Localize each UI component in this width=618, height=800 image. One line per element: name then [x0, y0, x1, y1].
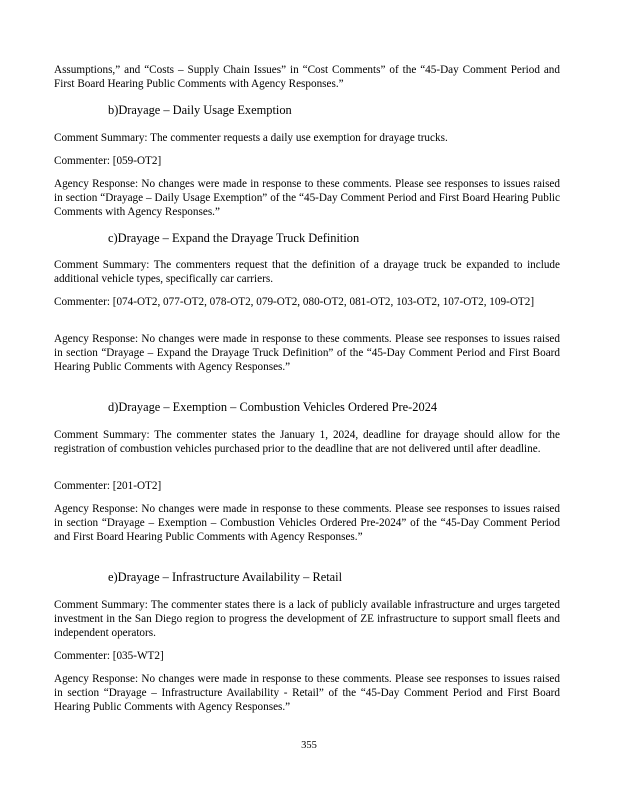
comment-summary-c: Comment Summary: The commenters request that the definition of a drayage truck be expanded to include additional vehicle types, specifically car carriers. [54, 259, 560, 286]
commenter-d: Commenter: [201-OT2] [54, 480, 162, 492]
agency-response-b: Agency Response: No changes were made in response to these comments. Please see responses to issues raised in section “Drayage – Daily Usage Exemption” of the “45-Day Comment Period and First Board Hearing Public Comments with Agency Responses.” [54, 178, 560, 219]
agency-response-d: Agency Response: No changes were made in response to these comments. Please see responses to issues raised in section “Drayage – Exemption – Combustion Vehicles Ordered Pre-2024” of the “45-Day Comment Period and First Board Hearing Public Comments with Agency Responses.” [54, 503, 560, 544]
agency-response-e: Agency Response: No changes were made in response to these comments. Please see responses to issues raised in section “Drayage – Infrastructure Availability - Retail” of the “45-Day Comment Period and First Board Hearing Public Comments with Agency Responses.” [54, 673, 560, 714]
page-number: 355 [301, 740, 317, 751]
comment-summary-b: Comment Summary: The commenter requests a daily use exemption for drayage trucks. [54, 132, 448, 144]
agency-response-c: Agency Response: No changes were made in response to these comments. Please see responses to issues raised in section “Drayage – Expand the Drayage Truck Definition” of the “45-Day Comment Period and First Board Hearing Public Comments with Agency Responses.” [54, 333, 560, 374]
commenter-b: Commenter: [059-OT2] [54, 155, 162, 167]
commenter-c: Commenter: [074-OT2, 077-OT2, 078-OT2, 079-OT2, 080-OT2, 081-OT2, 103-OT2, 107-OT2, 109-OT2] [54, 296, 535, 308]
commenter-e: Commenter: [035-WT2] [54, 650, 164, 662]
paragraph-continuation: Assumptions,” and “Costs – Supply Chain Issues” in “Cost Comments” of the “45-Day Comment Period and First Board Hearing Public Comments with Agency Responses.” [54, 64, 560, 91]
comment-summary-e: Comment Summary: The commenter states there is a lack of publicly available infrastructure and urges targeted investment in the San Diego region to progress the development of ZE infrastructure to support small fleets and independent operators. [54, 599, 560, 640]
heading-drayage-expand-definition: c)Drayage – Expand the Drayage Truck Definition [108, 231, 360, 245]
comment-summary-d: Comment Summary: The commenter states the January 1, 2024, deadline for drayage should allow for the registration of combustion vehicles purchased prior to the deadline that are not delivered until after deadline. [54, 429, 560, 456]
heading-drayage-exemption-combustion: d)Drayage – Exemption – Combustion Vehicles Ordered Pre-2024 [108, 400, 438, 414]
heading-drayage-infrastructure: e)Drayage – Infrastructure Availability – Retail [108, 570, 343, 584]
heading-drayage-daily-usage: b)Drayage – Daily Usage Exemption [108, 103, 292, 117]
